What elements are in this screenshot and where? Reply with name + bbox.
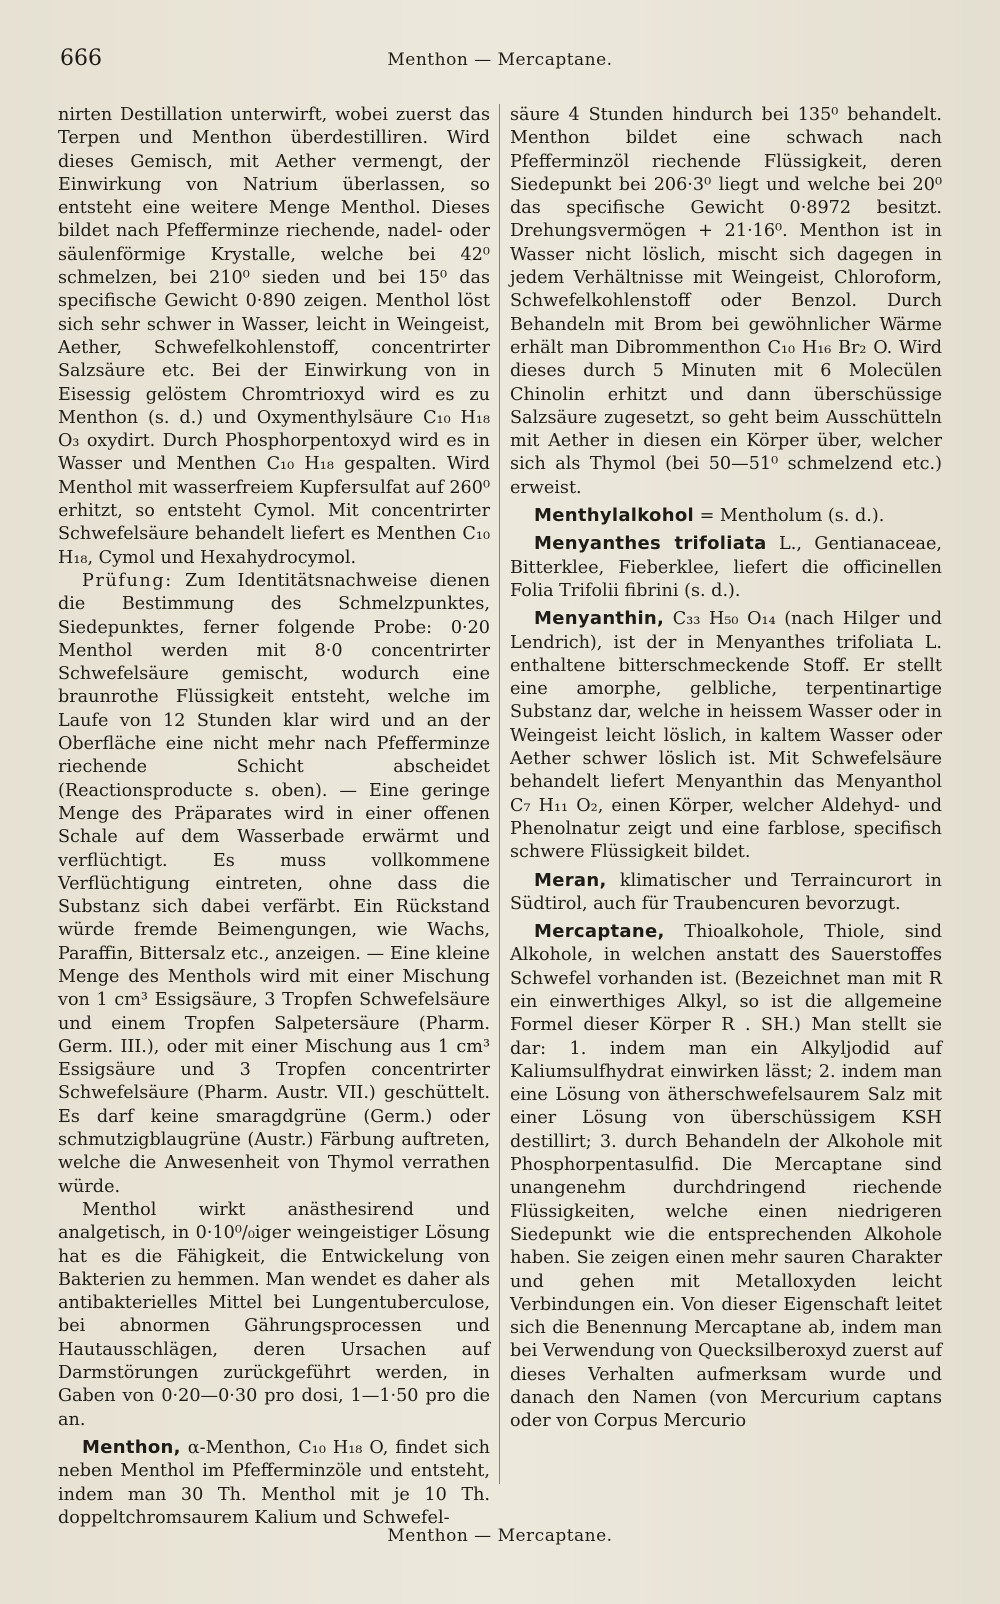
entry-mercaptane-text: Thioalkohole, Thiole, sind Alkohole, in welchen anstatt des Sauerstoffes Schwefel vorhanden ist. (Bezeichnet man mit R ein einwerthiges Alkyl, so ist die allgemeine Formel dieser Körper R . SH.) Man stellt sie dar: 1. indem man ein Alkyljodid auf Kaliumsulfhydrat einwirken lässt; 2. indem man eine Lösung von ätherschwefelsaurem Salz mit einer Lösung von überschüssigem KSH destillirt; 3. durch Behandeln der Alkohole mit Phosphorpentasulfid. Die Mercaptane sind unangenehm durchdringend riechende Flüssigkeiten, welche einen niedrigeren Siedepunkt wie die entsprechenden Alkohole haben. Sie zeigen einen mehr sauren Charakter und gehen mit Metalloxyden leicht Verbindungen ein. Von dieser Eigenschaft leitet sich die Benennung Mercaptane ab, indem man bei Verwendung von Quecksilberoxyd zuerst auf dieses Verhalten aufmerksam wurde und danach den Namen (von Mercurium captans oder von Corpus Mercurio: [510, 922, 942, 1432]
text-columns: [58, 104, 948, 1528]
menthol-continuation-paragraph: nirten Destillation unterwirft, wobei zuerst das Terpen und Menthon überdestilliren. Wird dieses Gemisch, mit Aether vermengt, der Einwirkung von Natrium überlassen, so entsteht eine weitere Menge Menthol. Dieses bildet nach Pfefferminze riechende, nadel- oder säulenförmige Krystalle, welche bei 42⁰ schmelzen, bei 210⁰ sieden und bei 15⁰ das specifische Gewicht 0·890 zeigen. Menthol löst sich sehr schwer in Wasser, leicht in Weingeist, Aether, Schwefelkohlenstoff, concentrirter Salzsäure etc. Bei der Einwirkung von in Eisessig gelöstem Chromtrioxyd wird es zu Menthon (s. d.) und Oxymenthylsäure C₁₀ H₁₈ O₃ oxydirt. Durch Phosphorpentoxyd wird es in Wasser und Menthen C₁₀ H₁₈ gespalten. Wird Menthol mit wasserfreiem Kupfersulfat auf 260⁰ erhitzt, so entsteht Cymol. Mit concentrirter Schwefelsäure behandelt liefert es Menthen C₁₀ H₁₈, Cymol und Hexahydrocymol.: [58, 105, 490, 568]
right-column: [510, 104, 942, 1434]
headword-menyanthes: Menyanthes trifoliata: [534, 533, 767, 555]
menthol-usage-paragraph: Menthol wirkt anästhesirend und analgetisch, in 0·10⁰/₀iger weingeistiger Lösung hat es die Fähigkeit, die Entwickelung von Bakterien zu hemmen. Man wendet es daher als antibakterielles Mittel bei Lungentuberculose, bei abnormen Gährungsprocessen und Hautausschlägen, deren Ursachen auf Darmstörungen zurückgeführt werden, in Gaben von 0·20—0·30 pro dosi, 1—1·50 pro die an.: [58, 1199, 490, 1430]
left-column: [58, 104, 490, 1530]
headword-meran: Meran,: [534, 869, 607, 891]
page-footer: Menthon — Mercaptane.: [387, 1526, 613, 1546]
entry-menyanthin-text: C₃₃ H₅₀ O₁₄ (nach Hilger und Lendrich), ist der in Menyanthes trifoliata L. enthaltene bitterschmeckende Stoff. Er stellt eine amorphe, gelbliche, terpentinartige Substanz dar, welche in heissem Wasser oder in Weingeist leicht löslich, in kaltem Wasser oder Aether schwer löslich ist. Mit Schwefelsäure behandelt liefert Menyanthin das Menyanthol C₇ H₁₁ O₂, einen Körper, welcher Aldehyd- und Phenolnatur zeigt und eine farblose, specifisch schwere Flüssigkeit bildet.: [510, 609, 942, 863]
entry-menthylalkohol: [510, 504, 942, 528]
page-number: 666: [60, 46, 102, 71]
entry-menyanthes: [510, 532, 942, 603]
entry-menthon: [58, 1436, 490, 1530]
headword-menthon: Menthon,: [82, 1436, 181, 1458]
pruefung-label: Prüfung:: [82, 570, 173, 591]
pruefung-paragraph: [58, 570, 490, 1199]
entry-menyanthes-text: L., Gentianaceae, Bitterklee, Fieberklee, liefert die officinellen Folia Trifolii fibrini (s. d.).: [510, 534, 942, 601]
entry-meran: [510, 869, 942, 917]
entry-menthylalkohol-text: = Mentholum (s. d.).: [693, 506, 885, 527]
menthon-continuation-paragraph: säure 4 Stunden hindurch bei 135⁰ behandelt. Menthon bildet eine schwach nach Pfefferminzöl riechende Flüssigkeit, deren Siedepunkt bei 206·3⁰ liegt und welche bei 20⁰ das specifische Gewicht 0·8972 besitzt. Drehungsvermögen + 21·16⁰. Menthon ist in Wasser nicht löslich, mischt sich dagegen in jedem Verhältnisse mit Weingeist, Chloroform, Schwefelkohlenstoff oder Benzol. Durch Behandeln mit Brom bei gewöhnlicher Wärme erhält man Dibrommenthon C₁₀ H₁₆ Br₂ O. Wird dieses durch 5 Minuten mit 6 Molecülen Chinolin erhitzt und dann überschüssige Salzsäure zugesetzt, so geht beim Ausschütteln mit Aether in diesen ein Körper über, welcher sich als Thymol (bei 50—51⁰ schmelzend etc.) erweist.: [510, 105, 942, 498]
headword-mercaptane: Mercaptane,: [534, 921, 665, 943]
entry-mercaptane: [510, 920, 942, 1434]
entry-menyanthin: [510, 607, 942, 864]
headword-menthylalkohol: Menthylalkohol: [534, 505, 694, 527]
headword-menyanthin: Menyanthin,: [534, 608, 665, 630]
column-divider: [499, 104, 500, 1484]
entry-meran-text: klimatischer und Terraincurort in Südtirol, auch für Traubencuren bevorzugt.: [510, 870, 942, 914]
entry-menthon-text: α-Menthon, C₁₀ H₁₈ O, findet sich neben Menthol im Pfefferminzöle und entsteht, indem man 30 Th. Menthol mit je 10 Th. doppeltchromsaurem Kalium und Schwefel-: [58, 1437, 490, 1528]
running-head: Menthon — Mercaptane.: [387, 50, 613, 70]
pruefung-text: Zum Identitätsnachweise dienen die Bestimmung des Schmelzpunktes, Siedepunktes, ferner folgende Probe: 0·20 Menthol werden mit 8·0 concentrirter Schwefelsäure gemischt, wodurch eine braunrothe Flüssigkeit entsteht, welche im Laufe von 12 Stunden klar wird und an der Oberfläche eine nicht mehr nach Pfefferminze riechende Schicht abscheidet (Reactionsproducte s. oben). — Eine geringe Menge des Präparates wird in einer offenen Schale auf dem Wasserbade erwärmt und verflüchtigt. Es muss vollkommene Verflüchtigung eintreten, ohne dass die Substanz sich dabei verfärbt. Ein Rückstand würde fremde Beimengungen, wie Wachs, Paraffin, Bittersalz etc., anzeigen. — Eine kleine Menge des Menthols wird mit einer Mischung von 1 cm³ Essigsäure, 3 Tropfen Schwefelsäure und einem Tropfen Salpetersäure (Pharm. Germ. III.), oder mit einer Mischung aus 1 cm³ Essigsäure und 3 Tropfen concentrirter Schwefelsäure (Pharm. Austr. VII.) geschüttelt. Es darf keine smaragdgrüne (Germ.) oder schmutzigblaugrüne (Austr.) Färbung auftreten, welche die Anwesenheit von Thymol verrathen würde.: [58, 570, 490, 1197]
page-header: [60, 46, 940, 76]
